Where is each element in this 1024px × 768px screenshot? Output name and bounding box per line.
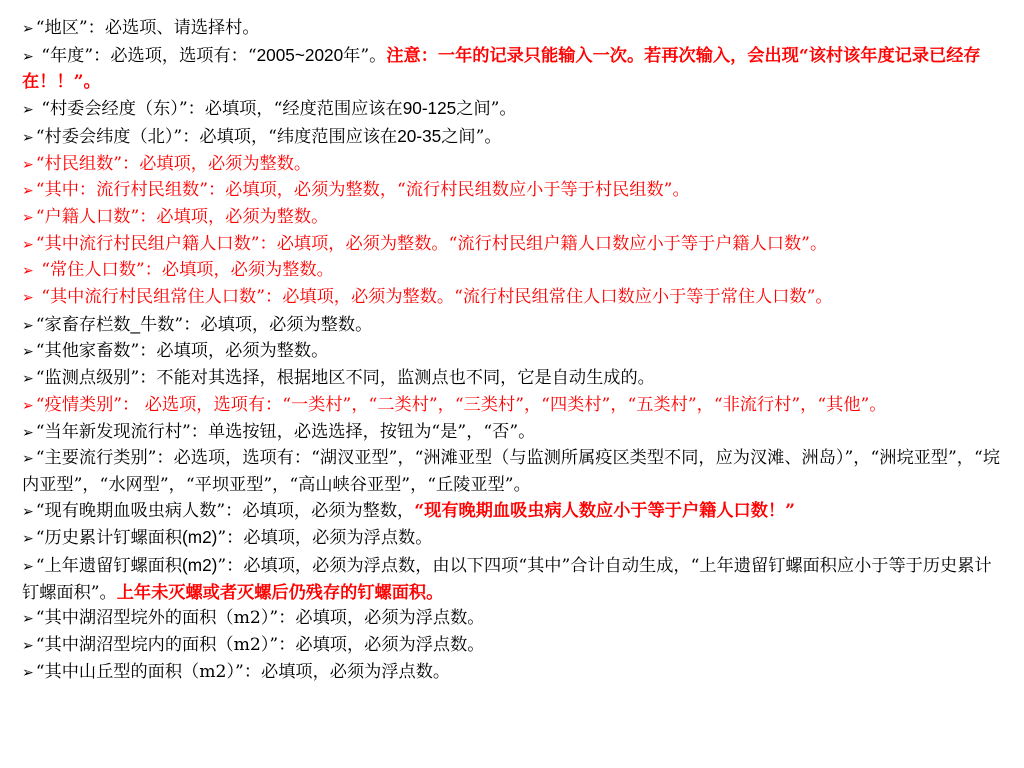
rule-text: “村委会经度（东）”：必填项，“经度范围应该在 bbox=[35, 99, 403, 120]
arrow-bullet-icon: ➢ bbox=[22, 451, 34, 468]
arrow-bullet-icon: ➢ bbox=[22, 263, 34, 280]
rule-text: “现有晚期血吸虫病人数”：必填项，必须为整数， bbox=[35, 500, 415, 521]
rule-text: (m2) bbox=[182, 555, 218, 576]
bullet-item bbox=[22, 205, 1004, 232]
bullet-item bbox=[22, 258, 1004, 285]
bullet-item bbox=[22, 96, 1004, 124]
rule-text: ”：必填项，必须为浮点数。 bbox=[217, 528, 433, 549]
emphasis-text: “其中流行村民组户籍人口数”：必填项，必须为整数。“流行村民组户籍人口数应小于等于户籍人口数”。 bbox=[35, 233, 828, 254]
rule-text: “年度”：必选项，选项有：“ bbox=[35, 45, 257, 66]
arrow-bullet-icon: ➢ bbox=[22, 183, 34, 200]
bullet-item bbox=[22, 152, 1004, 179]
bullet-item bbox=[22, 633, 1004, 660]
rule-text: “其中湖沼型垸内的面积（m2）”：必填项，必须为浮点数。 bbox=[35, 635, 485, 656]
arrow-bullet-icon: ➢ bbox=[22, 531, 34, 548]
rule-text: 年”。 bbox=[343, 45, 387, 66]
bullet-item bbox=[22, 178, 1004, 205]
arrow-bullet-icon: ➢ bbox=[22, 290, 34, 307]
rule-text: 牛数”：必填项，必须为整数。 bbox=[140, 314, 373, 335]
rule-text: 90-125 bbox=[402, 98, 457, 119]
bullet-item bbox=[22, 420, 1004, 447]
arrow-bullet-icon: ➢ bbox=[22, 611, 34, 628]
arrow-bullet-icon: ➢ bbox=[22, 371, 34, 388]
rule-text: “其中湖沼型垸外的面积（m2）”：必填项，必须为浮点数。 bbox=[35, 608, 485, 629]
emphasis-text: “其中流行村民组常住人口数”：必填项，必须为整数。“流行村民组常住人口数应小于等于常住人口数”。 bbox=[35, 287, 833, 308]
arrow-bullet-icon: ➢ bbox=[22, 397, 34, 414]
arrow-bullet-icon: ➢ bbox=[22, 48, 34, 65]
arrow-bullet-icon: ➢ bbox=[22, 344, 34, 361]
document-body bbox=[22, 16, 1004, 687]
arrow-bullet-icon: ➢ bbox=[22, 209, 34, 226]
rule-text: “主要流行类别”：必选项，选项有：“湖汊亚型”，“洲滩亚型（与监测所属疫区类型不同，应为汊滩、洲岛）”，“洲垸亚型”，“垸内亚型”，“水网型”，“平坝亚型”，“高山峡谷亚型”，“丘陵亚型”。 bbox=[22, 448, 1000, 495]
emphasis-text: “村民组数”：必填项，必须为整数。 bbox=[35, 153, 312, 174]
emphasis-text: “常住人口数”：必填项，必须为整数。 bbox=[35, 260, 334, 281]
rule-text: “上年遗留钉螺面积 bbox=[35, 556, 183, 577]
bullet-item bbox=[22, 553, 1004, 606]
bullet-item bbox=[22, 43, 1004, 96]
arrow-bullet-icon: ➢ bbox=[22, 102, 34, 119]
emphasis-text: 注意：一年的记录只能输入一次。若再次输入，会出现“该村该年度记录已经存在！！”。 bbox=[22, 45, 981, 93]
emphasis-text: “现有晚期血吸虫病人数应小于等于户籍人口数！” bbox=[414, 500, 795, 521]
rule-text: “家畜存栏数 bbox=[35, 314, 131, 335]
arrow-bullet-icon: ➢ bbox=[22, 317, 34, 334]
emphasis-text: “户籍人口数”：必填项，必须为整数。 bbox=[35, 206, 329, 227]
arrow-bullet-icon: ➢ bbox=[22, 156, 34, 173]
rule-text: “村委会纬度（北）”：必填项，“纬度范围应该在 bbox=[35, 126, 398, 147]
arrow-bullet-icon: ➢ bbox=[22, 559, 34, 576]
bullet-item bbox=[22, 366, 1004, 393]
rule-text: “地区”：必选项、请选择村。 bbox=[35, 18, 260, 38]
emphasis-text: 上年未灭螺或者灭螺后仍残存的钉螺面积。 bbox=[116, 582, 444, 603]
rule-text: 20-35 bbox=[397, 125, 442, 146]
bullet-item bbox=[22, 606, 1004, 633]
arrow-bullet-icon: ➢ bbox=[22, 424, 34, 441]
bullet-item bbox=[22, 446, 1004, 498]
rule-text: “其中山丘型的面积（m2）”：必填项，必须为浮点数。 bbox=[35, 661, 451, 682]
bullet-item bbox=[22, 232, 1004, 259]
bullet-item bbox=[22, 393, 1004, 420]
arrow-bullet-icon: ➢ bbox=[22, 664, 34, 681]
rule-text: 之间”。 bbox=[441, 126, 502, 147]
rule-text: ”：必填项，必须为浮点数，由以下四项“其中”合计自动生成，“上年遗留钉螺面积应小于等于历史累计钉螺面积”。 bbox=[22, 556, 992, 603]
arrow-bullet-icon: ➢ bbox=[22, 129, 34, 146]
bullet-item bbox=[22, 660, 1004, 687]
bullet-item bbox=[22, 339, 1004, 366]
bullet-item bbox=[22, 285, 1004, 312]
rule-text: “监测点级别”：不能对其选择，根据地区不同，监测点也不同，它是自动生成的。 bbox=[35, 368, 655, 389]
bullet-item bbox=[22, 16, 1004, 43]
rule-text: _ bbox=[130, 313, 141, 334]
bullet-item bbox=[22, 124, 1004, 152]
emphasis-text: “疫情类别”： 必选项，选项有：“一类村”，“二类村”，“三类村”，“四类村”，“五类村”，“非流行村”，“其他”。 bbox=[35, 394, 887, 415]
bullet-item bbox=[22, 525, 1004, 553]
arrow-bullet-icon: ➢ bbox=[22, 503, 34, 520]
arrow-bullet-icon: ➢ bbox=[22, 638, 34, 655]
rule-text: “当年新发现流行村”：单选按钮，必选选择，按钮为“是”，“否”。 bbox=[35, 421, 536, 442]
rule-text: (m2) bbox=[182, 527, 218, 548]
bullet-item bbox=[22, 499, 1004, 526]
rule-text: 2005~2020 bbox=[256, 44, 344, 65]
rule-text: 之间”。 bbox=[456, 99, 517, 120]
arrow-bullet-icon: ➢ bbox=[22, 21, 34, 37]
rule-text: “历史累计钉螺面积 bbox=[35, 528, 183, 549]
bullet-item bbox=[22, 312, 1004, 340]
arrow-bullet-icon: ➢ bbox=[22, 236, 34, 253]
emphasis-text: “其中：流行村民组数”：必填项，必须为整数，“流行村民组数应小于等于村民组数”。 bbox=[35, 180, 690, 201]
rule-text: “其他家畜数”：必填项，必须为整数。 bbox=[35, 341, 329, 362]
